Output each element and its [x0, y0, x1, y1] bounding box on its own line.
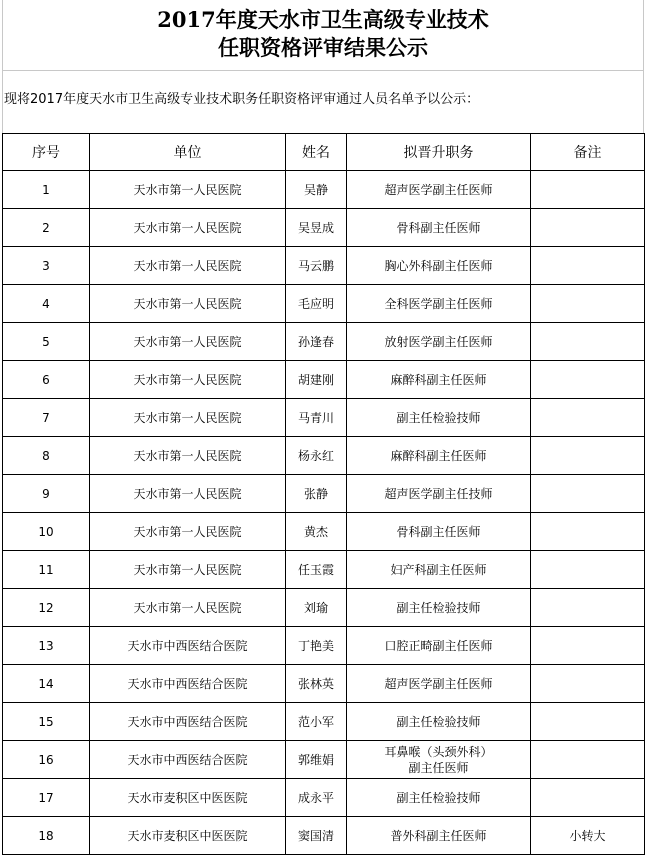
cell-title: 副主任检验技师: [347, 703, 531, 741]
cell-title-line-1: 耳鼻喉（头颈外科）: [384, 744, 493, 759]
table-row: [3, 551, 645, 589]
cell-no: 17: [3, 779, 90, 817]
cell-title: 超声医学副主任医师: [347, 665, 531, 703]
cell-unit: 天水市麦积区中医医院: [90, 817, 286, 855]
cell-no: 10: [3, 513, 90, 551]
cell-note: [531, 361, 645, 399]
cell-no: 8: [3, 437, 90, 475]
header-name: 姓名: [286, 134, 347, 171]
cell-unit: 天水市中西医结合医院: [90, 627, 286, 665]
cell-no: 3: [3, 247, 90, 285]
table-row: [3, 513, 645, 551]
table-row: [3, 171, 645, 209]
cell-title: [347, 741, 531, 779]
table-row: [3, 361, 645, 399]
header-note: 备注: [531, 134, 645, 171]
cell-name: 马云鹏: [286, 247, 347, 285]
table-row: [3, 665, 645, 703]
cell-title: 普外科副主任医师: [347, 817, 531, 855]
cell-unit: 天水市第一人民医院: [90, 589, 286, 627]
cell-note: [531, 171, 645, 209]
table-row: [3, 741, 645, 779]
cell-unit: 天水市第一人民医院: [90, 171, 286, 209]
cell-name: 马青川: [286, 399, 347, 437]
cell-name: 孙逢春: [286, 323, 347, 361]
cell-name: 胡建刚: [286, 361, 347, 399]
cell-note: [531, 247, 645, 285]
table-row: [3, 247, 645, 285]
cell-name: 杨永红: [286, 437, 347, 475]
cell-title: 麻醉科副主任医师: [347, 361, 531, 399]
cell-name: 郭维娟: [286, 741, 347, 779]
title-line-2: 任职资格评审结果公示: [218, 35, 428, 60]
cell-note: 小转大: [531, 817, 645, 855]
cell-title: 超声医学副主任医师: [347, 171, 531, 209]
cell-name: 范小军: [286, 703, 347, 741]
cell-name: 刘瑜: [286, 589, 347, 627]
cell-unit: 天水市第一人民医院: [90, 285, 286, 323]
table-row: [3, 703, 645, 741]
cell-unit: 天水市第一人民医院: [90, 323, 286, 361]
title-line-1: 2017年度天水市卫生高级专业技术: [157, 7, 489, 32]
cell-unit: 天水市中西医结合医院: [90, 703, 286, 741]
cell-name: 张静: [286, 475, 347, 513]
cell-note: [531, 665, 645, 703]
cell-name: 成永平: [286, 779, 347, 817]
cell-no: 12: [3, 589, 90, 627]
cell-no: 4: [3, 285, 90, 323]
table-row: [3, 285, 645, 323]
cell-note: [531, 209, 645, 247]
cell-unit: 天水市麦积区中医医院: [90, 779, 286, 817]
cell-unit: 天水市第一人民医院: [90, 437, 286, 475]
cell-title: 副主任检验技师: [347, 589, 531, 627]
cell-no: 13: [3, 627, 90, 665]
table-row: [3, 209, 645, 247]
cell-note: [531, 627, 645, 665]
cell-note: [531, 285, 645, 323]
cell-note: [531, 437, 645, 475]
cell-name: 丁艳美: [286, 627, 347, 665]
cell-unit: 天水市第一人民医院: [90, 209, 286, 247]
cell-note: [531, 589, 645, 627]
cell-no: 18: [3, 817, 90, 855]
cell-unit: 天水市第一人民医院: [90, 513, 286, 551]
header-unit: 单位: [90, 134, 286, 171]
table-row: [3, 475, 645, 513]
cell-title: 胸心外科副主任医师: [347, 247, 531, 285]
cell-title: 副主任检验技师: [347, 779, 531, 817]
notice-text: 现将2017年度天水市卫生高级专业技术职务任职资格评审通过人员名单予以公示：: [4, 92, 480, 107]
cell-no: 5: [3, 323, 90, 361]
cell-title-line-2: 副主任医师: [408, 760, 469, 775]
cell-note: [531, 703, 645, 741]
cell-title: 超声医学副主任技师: [347, 475, 531, 513]
cell-unit: 天水市第一人民医院: [90, 551, 286, 589]
cell-note: [531, 399, 645, 437]
cell-note: [531, 513, 645, 551]
cell-name: 黄杰: [286, 513, 347, 551]
table-row: [3, 817, 645, 855]
cell-note: [531, 779, 645, 817]
cell-unit: 天水市中西医结合医院: [90, 665, 286, 703]
table-row: [3, 437, 645, 475]
cell-no: 7: [3, 399, 90, 437]
cell-name: 毛应明: [286, 285, 347, 323]
results-table: [2, 133, 645, 855]
cell-name: 任玉霞: [286, 551, 347, 589]
header-no: 序号: [3, 134, 90, 171]
table-row: [3, 779, 645, 817]
cell-no: 15: [3, 703, 90, 741]
cell-no: 2: [3, 209, 90, 247]
cell-note: [531, 741, 645, 779]
table-row: [3, 399, 645, 437]
cell-no: 9: [3, 475, 90, 513]
cell-note: [531, 551, 645, 589]
cell-name: 吴静: [286, 171, 347, 209]
cell-name: 吴昱成: [286, 209, 347, 247]
cell-title: 妇产科副主任医师: [347, 551, 531, 589]
cell-name: 张林英: [286, 665, 347, 703]
cell-title: 麻醉科副主任医师: [347, 437, 531, 475]
cell-unit: 天水市第一人民医院: [90, 475, 286, 513]
cell-no: 6: [3, 361, 90, 399]
table-header-row: [3, 134, 645, 171]
cell-title: 放射医学副主任医师: [347, 323, 531, 361]
cell-unit: 天水市中西医结合医院: [90, 741, 286, 779]
table-row: [3, 589, 645, 627]
table-row: [3, 627, 645, 665]
table-row: [3, 323, 645, 361]
cell-title: 骨科副主任医师: [347, 209, 531, 247]
cell-title: 全科医学副主任医师: [347, 285, 531, 323]
cell-note: [531, 475, 645, 513]
title-divider: [2, 70, 644, 71]
cell-title: 副主任检验技师: [347, 399, 531, 437]
cell-title: 骨科副主任医师: [347, 513, 531, 551]
cell-no: 14: [3, 665, 90, 703]
cell-unit: 天水市第一人民医院: [90, 361, 286, 399]
cell-unit: 天水市第一人民医院: [90, 247, 286, 285]
cell-no: 11: [3, 551, 90, 589]
cell-unit: 天水市第一人民医院: [90, 399, 286, 437]
cell-no: 1: [3, 171, 90, 209]
header-title: 拟晋升职务: [347, 134, 531, 171]
cell-note: [531, 323, 645, 361]
cell-name: 窦国清: [286, 817, 347, 855]
cell-title: 口腔正畸副主任医师: [347, 627, 531, 665]
document-title: [0, 0, 646, 70]
cell-no: 16: [3, 741, 90, 779]
